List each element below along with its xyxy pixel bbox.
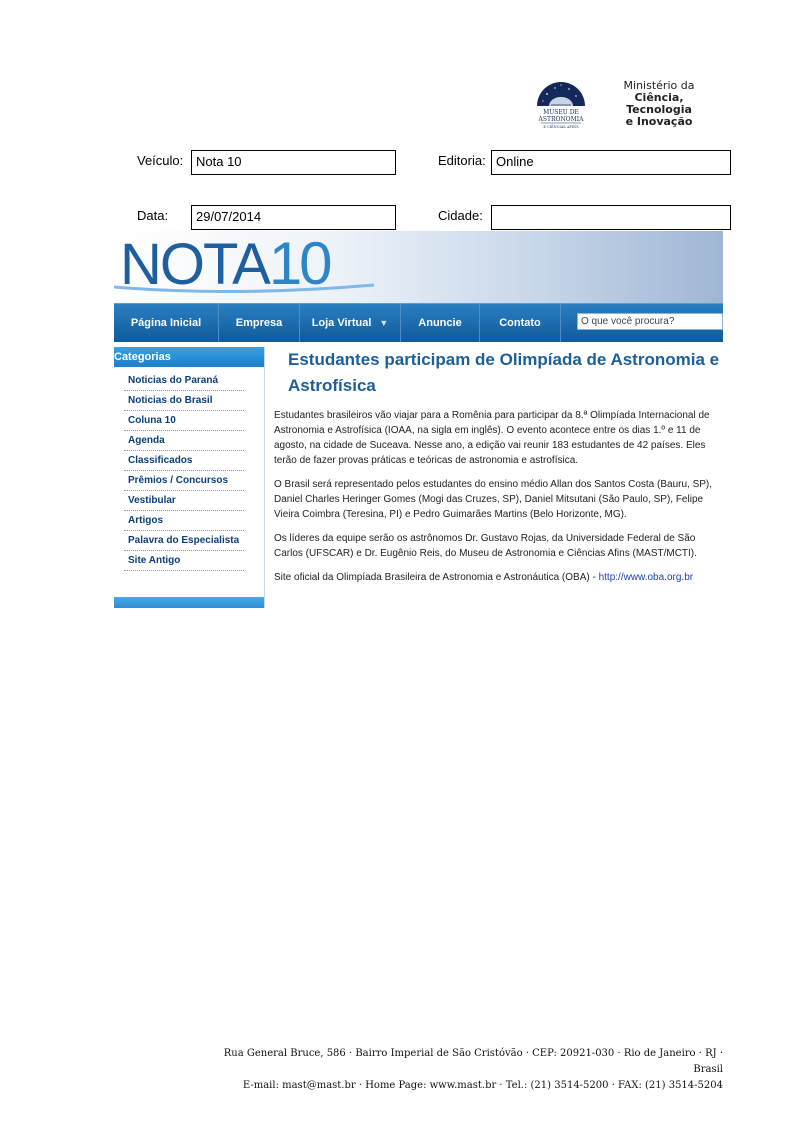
mast-logo [531, 74, 591, 132]
article-paragraph-1: Estudantes brasileiros vão viajar para a Romênia para participar da 8.ª Olimpíada Internacional de Astronomia e Astrofísica (IOAA, na sigla em inglês). O evento acontece entre os dias 1.º e 11 de agosto, na cidade de Suceava. Nesse ano, a edição vai reunir 183 estudantes de 42 países. Eles terão de fazer provas práticas e teóricas de astronomia e astrofísica. [274, 410, 710, 466]
mast-logo-line3: E CIÊNCIAS AFINS [543, 125, 579, 129]
article-paragraph-3: Os líderes da equipe serão os astrônomos Dr. Gustavo Rojas, da Universidade Federal de São Carlos (UFSCAR) e Dr. Eugênio Reis, do Museu de Astronomia e Ciências Afins (MAST/MCTI). [274, 533, 697, 559]
category-item[interactable]: Coluna 10 [124, 411, 244, 431]
categories-sidebar [114, 347, 265, 608]
editoria-label: Editoria: [438, 153, 486, 168]
editoria-field[interactable]: Online [491, 150, 731, 175]
ministry-line3: e Inovação [625, 115, 693, 128]
category-item[interactable]: Artigos [124, 511, 244, 531]
cidade-field[interactable] [491, 205, 731, 230]
article-paragraph-4 [274, 570, 723, 585]
chevron-down-icon: ▼ [379, 318, 389, 328]
category-item[interactable]: Vestibular [124, 491, 244, 511]
search-input[interactable]: O que você procura? [577, 313, 723, 330]
site-navbar [114, 303, 723, 342]
veiculo-label: Veículo: [137, 153, 184, 168]
logo-swoosh-icon [114, 281, 374, 295]
website-clipping [114, 231, 723, 608]
categories-title: Categorias [114, 347, 264, 367]
data-field[interactable]: 29/07/2014 [191, 205, 396, 230]
article-paragraph-2: O Brasil será representado pelos estudantes do ensino médio Allan dos Santos Costa (Bauru, SP), Daniel Charles Heringer Gomes (Mogi das Cruzes, SP), Daniel Mitsutani (São Paulo, SP), Felipe Vieira Coimbra (Teresina, PI) e Pedro Guimarães Martins (Belo Horizonte, MG). [274, 479, 713, 520]
nav-loja-virtual-label: Loja Virtual [311, 317, 372, 329]
category-item[interactable]: Classificados [124, 451, 244, 471]
nav-loja-virtual[interactable] [300, 304, 401, 342]
footer-address [200, 1046, 723, 1094]
article-content [272, 347, 723, 585]
category-item[interactable]: Site Antigo [124, 551, 244, 571]
sidebar-bottom-bar [114, 597, 264, 608]
site-banner [114, 231, 723, 303]
site-logo-number: 10 [268, 231, 330, 297]
category-item[interactable]: Prêmios / Concursos [124, 471, 244, 491]
nav-contato[interactable]: Contato [480, 304, 561, 342]
footer-line2: E-mail: mast@mast.br · Home Page: www.mast.br · Tel.: (21) 3514-5200 · FAX: (21) 3514-5204 [242, 1080, 723, 1091]
data-label: Data: [137, 208, 169, 223]
nav-empresa[interactable]: Empresa [219, 304, 300, 342]
footer-line1: Rua General Bruce, 586 · Bairro Imperial de São Cristóvão · CEP: 20921-030 · Rio de Janeiro · RJ · Brasil [223, 1048, 723, 1075]
categories-list [124, 371, 244, 571]
veiculo-field[interactable]: Nota 10 [191, 150, 396, 175]
oba-link[interactable]: http://www.oba.org.br [598, 572, 694, 583]
mast-logo-line2: ASTRONOMIA [538, 116, 584, 123]
category-item[interactable]: Noticias do Paraná [124, 371, 244, 391]
site-logo-text: NOTA [120, 232, 269, 297]
nav-anuncie[interactable]: Anuncie [401, 304, 480, 342]
article-title: Estudantes participam de Olimpíada de Astronomia e Astrofísica [288, 350, 720, 395]
nav-home[interactable]: Página Inicial [114, 304, 219, 342]
category-item[interactable]: Palavra do Especialista [124, 531, 244, 551]
category-item[interactable]: Noticias do Brasil [124, 391, 244, 411]
ministry-logo [604, 80, 714, 128]
ministry-line2: Ciência, Tecnologia [626, 91, 692, 116]
oba-text: Site oficial da Olimpíada Brasileira de Astronomia e Astronáutica (OBA) - [274, 572, 599, 583]
cidade-label: Cidade: [438, 208, 483, 223]
category-item[interactable]: Agenda [124, 431, 244, 451]
ministry-line1: Ministério da [623, 79, 695, 92]
mast-logo-line1: MUSEU DE [543, 109, 579, 116]
